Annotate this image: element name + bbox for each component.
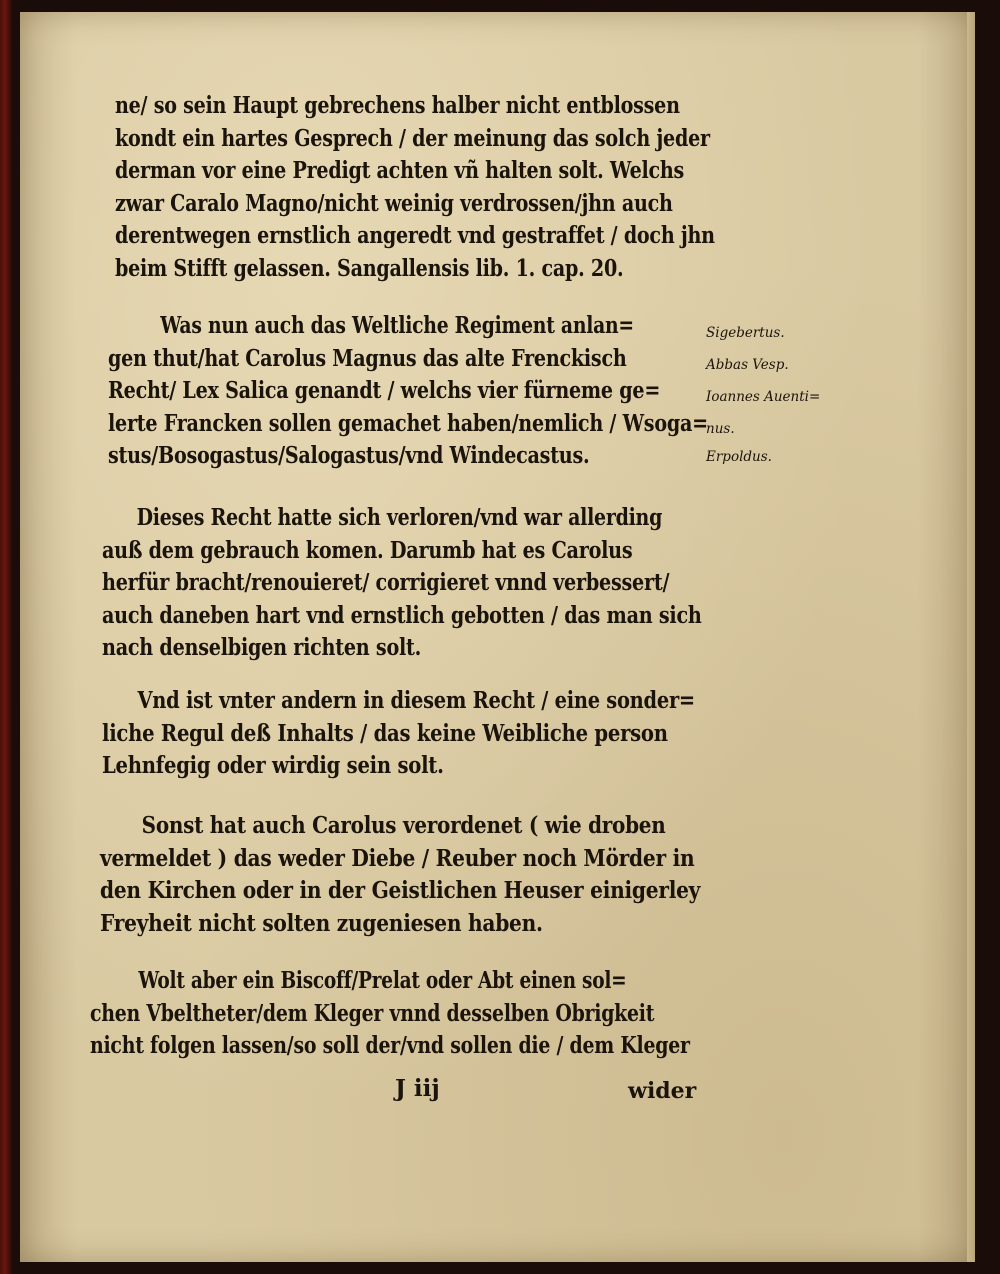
text-line: Was nun auch das Weltliche Regiment anlan=	[160, 312, 634, 339]
text-line: auß dem gebrauch komen. Darumb hat es Carolus	[102, 536, 633, 564]
text-line: Freyheit nicht solten zugeniesen haben.	[100, 909, 543, 937]
text-line: Vnd ist vnter andern in diesem Recht / eine sonder=	[137, 687, 695, 714]
margin-note: nus.	[706, 421, 735, 437]
text-line: chen Vbeltheter/dem Kleger vnnd desselben Obrigkeit	[90, 999, 655, 1027]
text-line: liche Regul deß Inhalts / das keine Weibliche person	[102, 719, 668, 747]
text-line: derman vor eine Predigt achten vñ halten solt. Welchs	[115, 157, 685, 185]
text-line: stus/Bosogastus/Salogastus/vnd Windecastus.	[108, 442, 590, 470]
text-line: nicht folgen lassen/so soll der/vnd sollen die / dem Kleger	[90, 1032, 690, 1060]
text-line: herfür bracht/renouieret/ corrigieret vnnd verbessert/	[102, 569, 670, 597]
text-line: Dieses Recht hatte sich verloren/vnd war allerding	[136, 504, 663, 531]
margin-note: Erpoldus.	[706, 449, 772, 465]
page-edge	[967, 12, 975, 1262]
text-line: vermeldet ) das weder Diebe / Reuber noch Mörder in	[100, 844, 695, 872]
text-line: kondt ein hartes Gesprech / der meinung das solch jeder	[115, 124, 710, 152]
text-line: lerte Francken sollen gemachet haben/nemlich / Wsoga=	[108, 409, 708, 437]
signature-mark: J iij	[395, 1075, 440, 1102]
margin-note: Sigebertus.	[706, 325, 785, 341]
text-line: Wolt aber ein Biscoff/Prelat oder Abt einen sol=	[138, 967, 627, 994]
margin-note: Abbas Vesp.	[706, 357, 789, 373]
margin-note: Ioannes Auenti=	[706, 389, 821, 405]
text-line: Recht/ Lex Salica genandt / welchs vier fürneme ge=	[108, 377, 661, 405]
paragraph-6	[90, 965, 820, 1063]
catchword: wider	[628, 1078, 697, 1104]
text-line: gen thut/hat Carolus Magnus das alte Frenckisch	[108, 344, 627, 372]
book-spine-edge	[0, 0, 12, 1274]
paragraph-4	[102, 685, 805, 783]
text-line: Lehnfegig oder wirdig sein solt.	[102, 752, 444, 780]
paragraph-3	[102, 502, 821, 665]
text-line: auch daneben hart vnd ernstlich gebotten / das man sich	[102, 601, 702, 629]
paragraph-1	[115, 90, 837, 286]
text-line: Sonst hat auch Carolus verordenet ( wie droben	[141, 812, 666, 839]
text-line: ne/ so sein Haupt gebrechens halber nicht entblossen	[115, 92, 680, 119]
paragraph-5	[100, 810, 784, 940]
text-line: derentwegen ernstlich angeredt vnd gestraffet / doch jhn	[115, 222, 715, 250]
book-page	[20, 12, 975, 1262]
text-line: den Kirchen oder in der Geistlichen Heuser einigerley	[100, 877, 701, 905]
text-line: beim Stifft gelassen. Sangallensis lib. 1. cap. 20.	[115, 254, 624, 282]
text-line: zwar Caralo Magno/nicht weinig verdrossen/jhn auch	[115, 189, 673, 217]
text-line: nach denselbigen richten solt.	[102, 634, 422, 662]
margin-notes	[706, 317, 820, 473]
